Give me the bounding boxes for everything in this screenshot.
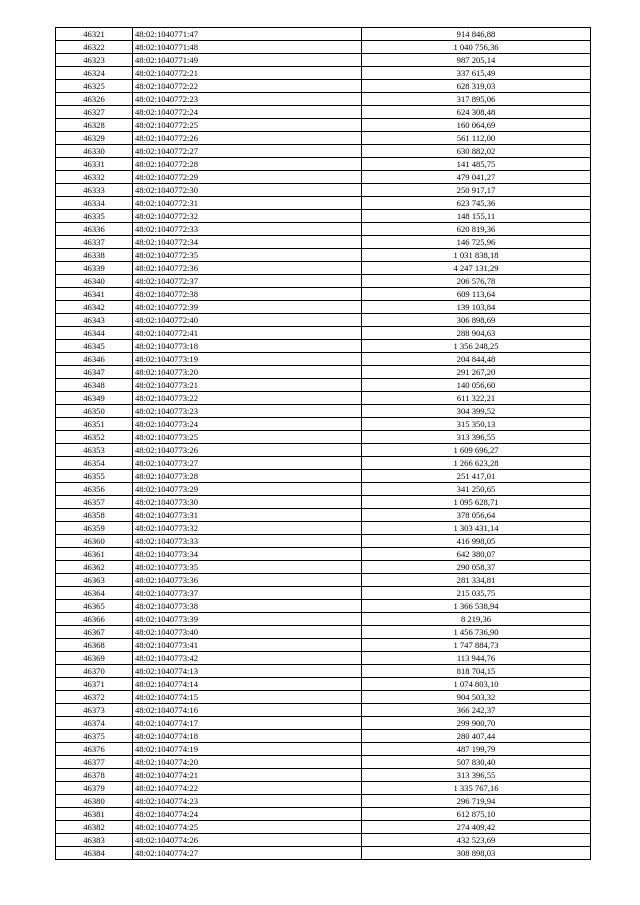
cadastral-value-cell: 315 350,13: [362, 418, 591, 431]
cadastral-number-cell: 48:02:1040773:29: [133, 483, 362, 496]
cadastral-value-cell: 1 074 803,10: [362, 678, 591, 691]
cadastral-value-cell: 1 335 767,16: [362, 782, 591, 795]
cadastral-number-cell: 48:02:1040773:40: [133, 626, 362, 639]
cadastral-value-cell: 8 219,36: [362, 613, 591, 626]
row-number-cell: 46353: [56, 444, 133, 457]
table-row: [56, 353, 591, 366]
table-row: [56, 145, 591, 158]
table-row: [56, 444, 591, 457]
row-number-cell: 46351: [56, 418, 133, 431]
table-row: [56, 561, 591, 574]
cadastral-number-cell: 48:02:1040772:34: [133, 236, 362, 249]
cadastral-value-cell: 366 242,37: [362, 704, 591, 717]
cadastral-value-cell: 378 056,64: [362, 509, 591, 522]
cadastral-value-cell: 280 407,44: [362, 730, 591, 743]
table-row: [56, 288, 591, 301]
row-number-cell: 46347: [56, 366, 133, 379]
row-number-cell: 46352: [56, 431, 133, 444]
cadastral-value-cell: 308 898,03: [362, 847, 591, 860]
table-row: [56, 93, 591, 106]
table-row: [56, 340, 591, 353]
table-row: [56, 67, 591, 80]
cadastral-number-cell: 48:02:1040774:17: [133, 717, 362, 730]
table-row: [56, 314, 591, 327]
table-row: [56, 223, 591, 236]
cadastral-number-cell: 48:02:1040773:26: [133, 444, 362, 457]
table-row: [56, 509, 591, 522]
cadastral-value-cell: 160 064,69: [362, 119, 591, 132]
table-row: [56, 639, 591, 652]
table-row: [56, 249, 591, 262]
cadastral-value-cell: 4 247 131,29: [362, 262, 591, 275]
table-row: [56, 483, 591, 496]
cadastral-number-cell: 48:02:1040774:25: [133, 821, 362, 834]
row-number-cell: 46365: [56, 600, 133, 613]
cadastral-number-cell: 48:02:1040771:48: [133, 41, 362, 54]
cadastral-number-cell: 48:02:1040773:19: [133, 353, 362, 366]
table-row: [56, 171, 591, 184]
cadastral-value-cell: 148 155,11: [362, 210, 591, 223]
cadastral-number-cell: 48:02:1040774:18: [133, 730, 362, 743]
cadastral-number-cell: 48:02:1040772:27: [133, 145, 362, 158]
table-row: [56, 106, 591, 119]
table-row: [56, 522, 591, 535]
row-number-cell: 46323: [56, 54, 133, 67]
table-row: [56, 548, 591, 561]
cadastral-number-cell: 48:02:1040772:40: [133, 314, 362, 327]
cadastral-value-cell: 628 319,03: [362, 80, 591, 93]
cadastral-value-cell: 313 396,55: [362, 431, 591, 444]
table-row: [56, 652, 591, 665]
cadastral-value-cell: 611 322,21: [362, 392, 591, 405]
table-row: [56, 613, 591, 626]
table-row: [56, 821, 591, 834]
cadastral-number-cell: 48:02:1040772:41: [133, 327, 362, 340]
cadastral-value-cell: 1 456 736,90: [362, 626, 591, 639]
cadastral-number-cell: 48:02:1040772:32: [133, 210, 362, 223]
row-number-cell: 46373: [56, 704, 133, 717]
cadastral-value-cell: 416 998,05: [362, 535, 591, 548]
cadastral-value-cell: 561 112,00: [362, 132, 591, 145]
cadastral-value-cell: 288 904,63: [362, 327, 591, 340]
cadastral-number-cell: 48:02:1040772:30: [133, 184, 362, 197]
row-number-cell: 46359: [56, 522, 133, 535]
row-number-cell: 46328: [56, 119, 133, 132]
cadastral-value-cell: 139 103,84: [362, 301, 591, 314]
table-row: [56, 366, 591, 379]
table-row: [56, 262, 591, 275]
table-row: [56, 769, 591, 782]
table-row: [56, 28, 591, 41]
cadastral-value-cell: 206 576,78: [362, 275, 591, 288]
row-number-cell: 46346: [56, 353, 133, 366]
table-row: [56, 665, 591, 678]
row-number-cell: 46344: [56, 327, 133, 340]
cadastral-value-cell: 317 895,06: [362, 93, 591, 106]
cadastral-value-cell: 291 267,20: [362, 366, 591, 379]
cadastral-value-cell: 1 303 431,14: [362, 522, 591, 535]
cadastral-value-cell: 140 056,60: [362, 379, 591, 392]
cadastral-number-cell: 48:02:1040773:25: [133, 431, 362, 444]
row-number-cell: 46329: [56, 132, 133, 145]
table-row: [56, 808, 591, 821]
row-number-cell: 46333: [56, 184, 133, 197]
table-row: [56, 431, 591, 444]
cadastral-number-cell: 48:02:1040774:23: [133, 795, 362, 808]
table-row: [56, 574, 591, 587]
cadastral-number-cell: 48:02:1040772:38: [133, 288, 362, 301]
cadastral-number-cell: 48:02:1040772:25: [133, 119, 362, 132]
cadastral-number-cell: 48:02:1040774:19: [133, 743, 362, 756]
table-row: [56, 275, 591, 288]
cadastral-number-cell: 48:02:1040772:31: [133, 197, 362, 210]
cadastral-value-cell: 313 396,55: [362, 769, 591, 782]
cadastral-value-cell: 304 399,52: [362, 405, 591, 418]
row-number-cell: 46378: [56, 769, 133, 782]
row-number-cell: 46338: [56, 249, 133, 262]
row-number-cell: 46366: [56, 613, 133, 626]
table-row: [56, 392, 591, 405]
row-number-cell: 46369: [56, 652, 133, 665]
row-number-cell: 46368: [56, 639, 133, 652]
row-number-cell: 46322: [56, 41, 133, 54]
cadastral-value-cell: 987 205,14: [362, 54, 591, 67]
cadastral-value-cell: 1 031 838,18: [362, 249, 591, 262]
cadastral-number-cell: 48:02:1040772:22: [133, 80, 362, 93]
table-row: [56, 197, 591, 210]
row-number-cell: 46332: [56, 171, 133, 184]
cadastral-value-cell: 141 485,75: [362, 158, 591, 171]
table-row: [56, 80, 591, 93]
cadastral-value-cell: 1 609 696,27: [362, 444, 591, 457]
table-row: [56, 301, 591, 314]
row-number-cell: 46321: [56, 28, 133, 41]
table-row: [56, 704, 591, 717]
cadastral-number-cell: 48:02:1040773:35: [133, 561, 362, 574]
cadastral-value-cell: 1 356 248,25: [362, 340, 591, 353]
cadastral-number-cell: 48:02:1040772:29: [133, 171, 362, 184]
row-number-cell: 46343: [56, 314, 133, 327]
cadastral-value-cell: 914 846,88: [362, 28, 591, 41]
cadastral-value-cell: 215 035,75: [362, 587, 591, 600]
row-number-cell: 46381: [56, 808, 133, 821]
cadastral-number-cell: 48:02:1040773:41: [133, 639, 362, 652]
cadastral-value-cell: 432 523,69: [362, 834, 591, 847]
cadastral-value-cell: 479 041,27: [362, 171, 591, 184]
table-row: [56, 457, 591, 470]
cadastral-number-cell: 48:02:1040774:20: [133, 756, 362, 769]
cadastral-value-cell: 1 040 756,36: [362, 41, 591, 54]
cadastral-value-cell: 146 725,96: [362, 236, 591, 249]
table-row: [56, 41, 591, 54]
cadastral-number-cell: 48:02:1040773:24: [133, 418, 362, 431]
table-row: [56, 470, 591, 483]
row-number-cell: 46349: [56, 392, 133, 405]
row-number-cell: 46383: [56, 834, 133, 847]
table-row: [56, 600, 591, 613]
cadastral-number-cell: 48:02:1040772:39: [133, 301, 362, 314]
row-number-cell: 46345: [56, 340, 133, 353]
cadastral-number-cell: 48:02:1040772:24: [133, 106, 362, 119]
cadastral-number-cell: 48:02:1040774:21: [133, 769, 362, 782]
row-number-cell: 46355: [56, 470, 133, 483]
cadastral-number-cell: 48:02:1040773:30: [133, 496, 362, 509]
cadastral-number-cell: 48:02:1040773:36: [133, 574, 362, 587]
cadastral-value-cell: 1 747 884,73: [362, 639, 591, 652]
table-row: [56, 626, 591, 639]
table-row: [56, 782, 591, 795]
cadastral-value-cell: 113 944,76: [362, 652, 591, 665]
table-row: [56, 730, 591, 743]
table-row: [56, 54, 591, 67]
cadastral-value-cell: 642 380,07: [362, 548, 591, 561]
cadastral-value-cell: 341 250,65: [362, 483, 591, 496]
table-row: [56, 184, 591, 197]
cadastral-number-cell: 48:02:1040773:42: [133, 652, 362, 665]
row-number-cell: 46364: [56, 587, 133, 600]
row-number-cell: 46374: [56, 717, 133, 730]
cadastral-value-cell: 904 503,32: [362, 691, 591, 704]
cadastral-value-cell: 337 615,49: [362, 67, 591, 80]
cadastral-value-cell: 620 819,36: [362, 223, 591, 236]
cadastral-value-cell: 1 266 623,28: [362, 457, 591, 470]
table-row: [56, 379, 591, 392]
cadastral-number-cell: 48:02:1040773:39: [133, 613, 362, 626]
row-number-cell: 46327: [56, 106, 133, 119]
cadastral-number-cell: 48:02:1040773:34: [133, 548, 362, 561]
cadastral-value-cell: 624 308,48: [362, 106, 591, 119]
row-number-cell: 46379: [56, 782, 133, 795]
cadastral-value-cell: 1 095 628,71: [362, 496, 591, 509]
cadastral-number-cell: 48:02:1040773:28: [133, 470, 362, 483]
cadastral-number-cell: 48:02:1040773:31: [133, 509, 362, 522]
row-number-cell: 46382: [56, 821, 133, 834]
table-row: [56, 717, 591, 730]
row-number-cell: 46330: [56, 145, 133, 158]
row-number-cell: 46358: [56, 509, 133, 522]
table-row: [56, 496, 591, 509]
row-number-cell: 46360: [56, 535, 133, 548]
cadastral-value-cell: 609 113,64: [362, 288, 591, 301]
row-number-cell: 46325: [56, 80, 133, 93]
cadastral-value-cell: 204 844,48: [362, 353, 591, 366]
row-number-cell: 46362: [56, 561, 133, 574]
cadastral-value-cell: 299 900,70: [362, 717, 591, 730]
cadastral-number-cell: 48:02:1040773:20: [133, 366, 362, 379]
row-number-cell: 46335: [56, 210, 133, 223]
row-number-cell: 46336: [56, 223, 133, 236]
row-number-cell: 46354: [56, 457, 133, 470]
cadastral-number-cell: 48:02:1040773:32: [133, 522, 362, 535]
table-row: [56, 236, 591, 249]
row-number-cell: 46376: [56, 743, 133, 756]
cadastral-number-cell: 48:02:1040774:24: [133, 808, 362, 821]
table-row: [56, 834, 591, 847]
row-number-cell: 46350: [56, 405, 133, 418]
cadastral-value-cell: 306 898,69: [362, 314, 591, 327]
cadastral-number-cell: 48:02:1040774:13: [133, 665, 362, 678]
cadastral-number-cell: 48:02:1040774:15: [133, 691, 362, 704]
cadastral-value-cell: 1 366 538,94: [362, 600, 591, 613]
table-row: [56, 210, 591, 223]
cadastral-number-cell: 48:02:1040773:27: [133, 457, 362, 470]
row-number-cell: 46324: [56, 67, 133, 80]
cadastral-value-cell: 507 830,40: [362, 756, 591, 769]
cadastral-value-cell: 630 882,02: [362, 145, 591, 158]
row-number-cell: 46348: [56, 379, 133, 392]
cadastral-number-cell: 48:02:1040772:21: [133, 67, 362, 80]
cadastral-number-cell: 48:02:1040773:37: [133, 587, 362, 600]
cadastral-value-cell: 818 704,15: [362, 665, 591, 678]
table-row: [56, 678, 591, 691]
row-number-cell: 46357: [56, 496, 133, 509]
table-row: [56, 795, 591, 808]
table-row: [56, 587, 591, 600]
row-number-cell: 46375: [56, 730, 133, 743]
cadastral-number-cell: 48:02:1040773:22: [133, 392, 362, 405]
cadastral-number-cell: 48:02:1040772:33: [133, 223, 362, 236]
table-row: [56, 327, 591, 340]
row-number-cell: 46339: [56, 262, 133, 275]
cadastral-number-cell: 48:02:1040772:23: [133, 93, 362, 106]
cadastral-value-table: [55, 27, 591, 860]
row-number-cell: 46340: [56, 275, 133, 288]
table-row: [56, 405, 591, 418]
row-number-cell: 46334: [56, 197, 133, 210]
cadastral-number-cell: 48:02:1040773:33: [133, 535, 362, 548]
table-row: [56, 756, 591, 769]
cadastral-number-cell: 48:02:1040772:37: [133, 275, 362, 288]
cadastral-value-cell: 251 417,01: [362, 470, 591, 483]
table-body: [56, 28, 591, 860]
table-row: [56, 743, 591, 756]
table-row: [56, 418, 591, 431]
cadastral-number-cell: 48:02:1040772:36: [133, 262, 362, 275]
table-row: [56, 132, 591, 145]
cadastral-value-cell: 296 719,94: [362, 795, 591, 808]
cadastral-number-cell: 48:02:1040772:28: [133, 158, 362, 171]
cadastral-number-cell: 48:02:1040774:16: [133, 704, 362, 717]
row-number-cell: 46367: [56, 626, 133, 639]
table-row: [56, 119, 591, 132]
cadastral-value-cell: 281 334,81: [362, 574, 591, 587]
row-number-cell: 46384: [56, 847, 133, 860]
cadastral-number-cell: 48:02:1040771:47: [133, 28, 362, 41]
row-number-cell: 46341: [56, 288, 133, 301]
cadastral-number-cell: 48:02:1040771:49: [133, 54, 362, 67]
cadastral-number-cell: 48:02:1040773:38: [133, 600, 362, 613]
row-number-cell: 46356: [56, 483, 133, 496]
cadastral-number-cell: 48:02:1040774:14: [133, 678, 362, 691]
row-number-cell: 46363: [56, 574, 133, 587]
cadastral-value-cell: 623 745,36: [362, 197, 591, 210]
cadastral-value-cell: 487 199,79: [362, 743, 591, 756]
cadastral-number-cell: 48:02:1040774:27: [133, 847, 362, 860]
cadastral-value-cell: 274 409,42: [362, 821, 591, 834]
row-number-cell: 46326: [56, 93, 133, 106]
table-row: [56, 847, 591, 860]
row-number-cell: 46377: [56, 756, 133, 769]
cadastral-number-cell: 48:02:1040773:18: [133, 340, 362, 353]
table-row: [56, 158, 591, 171]
row-number-cell: 46380: [56, 795, 133, 808]
cadastral-number-cell: 48:02:1040773:21: [133, 379, 362, 392]
cadastral-number-cell: 48:02:1040772:35: [133, 249, 362, 262]
table-row: [56, 691, 591, 704]
cadastral-number-cell: 48:02:1040772:26: [133, 132, 362, 145]
cadastral-value-cell: 612 875,10: [362, 808, 591, 821]
row-number-cell: 46370: [56, 665, 133, 678]
cadastral-number-cell: 48:02:1040774:22: [133, 782, 362, 795]
cadastral-number-cell: 48:02:1040774:26: [133, 834, 362, 847]
row-number-cell: 46372: [56, 691, 133, 704]
row-number-cell: 46331: [56, 158, 133, 171]
cadastral-value-cell: 250 917,17: [362, 184, 591, 197]
row-number-cell: 46342: [56, 301, 133, 314]
row-number-cell: 46361: [56, 548, 133, 561]
row-number-cell: 46371: [56, 678, 133, 691]
row-number-cell: 46337: [56, 236, 133, 249]
cadastral-number-cell: 48:02:1040773:23: [133, 405, 362, 418]
cadastral-value-cell: 290 058,37: [362, 561, 591, 574]
table-row: [56, 535, 591, 548]
